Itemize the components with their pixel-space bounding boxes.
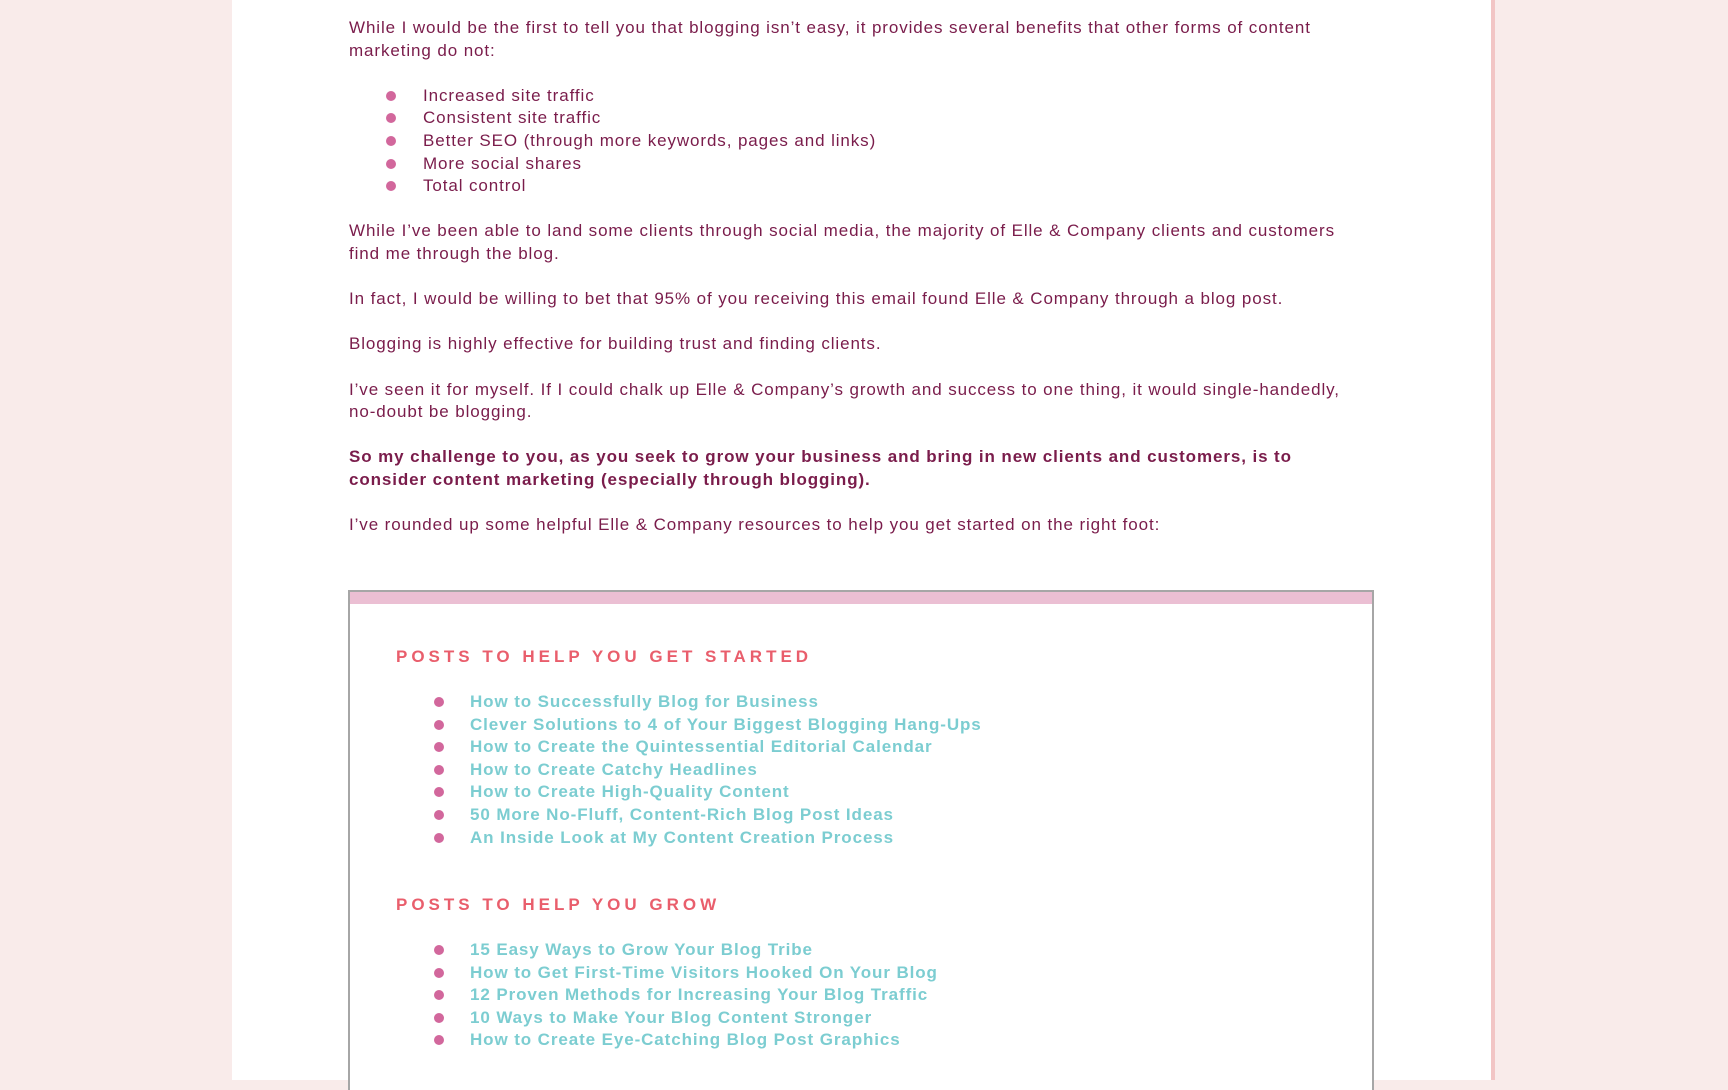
resource-link-text: How to Create Catchy Headlines — [470, 759, 758, 779]
resource-link-text: 50 More No-Fluff, Content-Rich Blog Post Ideas — [470, 804, 894, 824]
list-item — [349, 107, 1359, 130]
benefits-list — [349, 85, 1359, 198]
resource-link-text: How to Create Eye-Catching Blog Post Graphics — [470, 1030, 901, 1050]
bullet-icon — [386, 136, 396, 146]
resource-link[interactable] — [396, 1007, 938, 1030]
section-heading-grow: POSTS TO HELP YOU GROW — [396, 895, 721, 914]
resource-link-text: How to Successfully Blog for Business — [470, 692, 819, 711]
clients-paragraph: While I’ve been able to land some clients through social media, the majority of Elle & Company clients and customers find me through the blog. — [349, 221, 1336, 263]
bullet-icon — [434, 945, 444, 955]
benefit-text: Increased site traffic — [423, 85, 595, 105]
email-paragraph: In fact, I would be willing to bet that 95% of you receiving this email found Elle & Company through a blog post. — [349, 289, 1284, 309]
resource-link-text: How to Get First-Time Visitors Hooked On Your Blog — [470, 962, 938, 982]
trust-paragraph: Blogging is highly effective for building trust and finding clients. — [349, 334, 882, 354]
resource-link[interactable] — [396, 939, 938, 962]
bullet-icon — [434, 765, 444, 775]
bullet-icon — [386, 159, 396, 169]
section-heading-get-started: POSTS TO HELP YOU GET STARTED — [396, 647, 813, 666]
list-item — [349, 175, 1359, 198]
resource-link[interactable] — [396, 1029, 938, 1052]
bullet-icon — [434, 720, 444, 730]
benefit-text: More social shares — [423, 153, 582, 173]
bullet-icon — [434, 1013, 444, 1023]
bullet-icon — [434, 1035, 444, 1045]
resource-link[interactable] — [396, 691, 982, 714]
resource-link-text: 15 Easy Ways to Grow Your Blog Tribe — [470, 940, 813, 959]
resource-link[interactable] — [396, 984, 938, 1007]
resource-link[interactable] — [396, 736, 982, 759]
get-started-links — [396, 691, 982, 849]
bullet-icon — [434, 968, 444, 978]
bullet-icon — [434, 742, 444, 752]
resource-link[interactable] — [396, 804, 982, 827]
resource-link[interactable] — [396, 714, 982, 737]
list-item — [349, 130, 1359, 153]
challenge-paragraph: So my challenge to you, as you seek to grow your business and bring in new clients and customers, is to consider content marketing (especially through blogging). — [349, 447, 1292, 489]
right-border-rule — [1491, 0, 1495, 1080]
article-body — [349, 17, 1359, 559]
bullet-icon — [434, 990, 444, 1000]
bullet-icon — [386, 91, 396, 101]
bullet-icon — [434, 787, 444, 797]
resources-intro-paragraph: I’ve rounded up some helpful Elle & Company resources to help you get started on the right foot: — [349, 515, 1161, 535]
resource-link[interactable] — [396, 759, 982, 782]
resource-link-text: 10 Ways to Make Your Blog Content Stronger — [470, 1007, 873, 1027]
intro-paragraph: While I would be the first to tell you that blogging isn’t easy, it provides several benefits that other forms of content marketing do not: — [349, 18, 1311, 60]
resource-link-text: 12 Proven Methods for Increasing Your Blog Traffic — [470, 985, 929, 1005]
resource-link-text: An Inside Look at My Content Creation Process — [470, 827, 895, 847]
bullet-icon — [434, 833, 444, 843]
resource-link-text: Clever Solutions to 4 of Your Biggest Blogging Hang-Ups — [470, 714, 982, 734]
resource-link-text: How to Create High-Quality Content — [470, 782, 790, 802]
resource-link[interactable] — [396, 781, 982, 804]
resource-link-text: How to Create the Quintessential Editorial Calendar — [470, 737, 933, 757]
resources-box-top-bar — [350, 592, 1372, 604]
bullet-icon — [386, 181, 396, 191]
growth-paragraph: I’ve seen it for myself. If I could chalk up Elle & Company’s growth and success to one thing, it would single-handedly, no-doubt be blogging. — [349, 379, 1340, 422]
resource-link[interactable] — [396, 827, 982, 850]
list-item — [349, 153, 1359, 176]
benefit-text: Better SEO (through more keywords, pages and links) — [423, 130, 877, 150]
list-item — [349, 85, 1359, 108]
bullet-icon — [434, 697, 444, 707]
benefit-text: Total control — [423, 176, 527, 196]
resource-link[interactable] — [396, 962, 938, 985]
resources-box — [348, 590, 1374, 1090]
bullet-icon — [386, 113, 396, 123]
bullet-icon — [434, 810, 444, 820]
benefit-text: Consistent site traffic — [423, 108, 602, 128]
grow-links — [396, 939, 938, 1052]
